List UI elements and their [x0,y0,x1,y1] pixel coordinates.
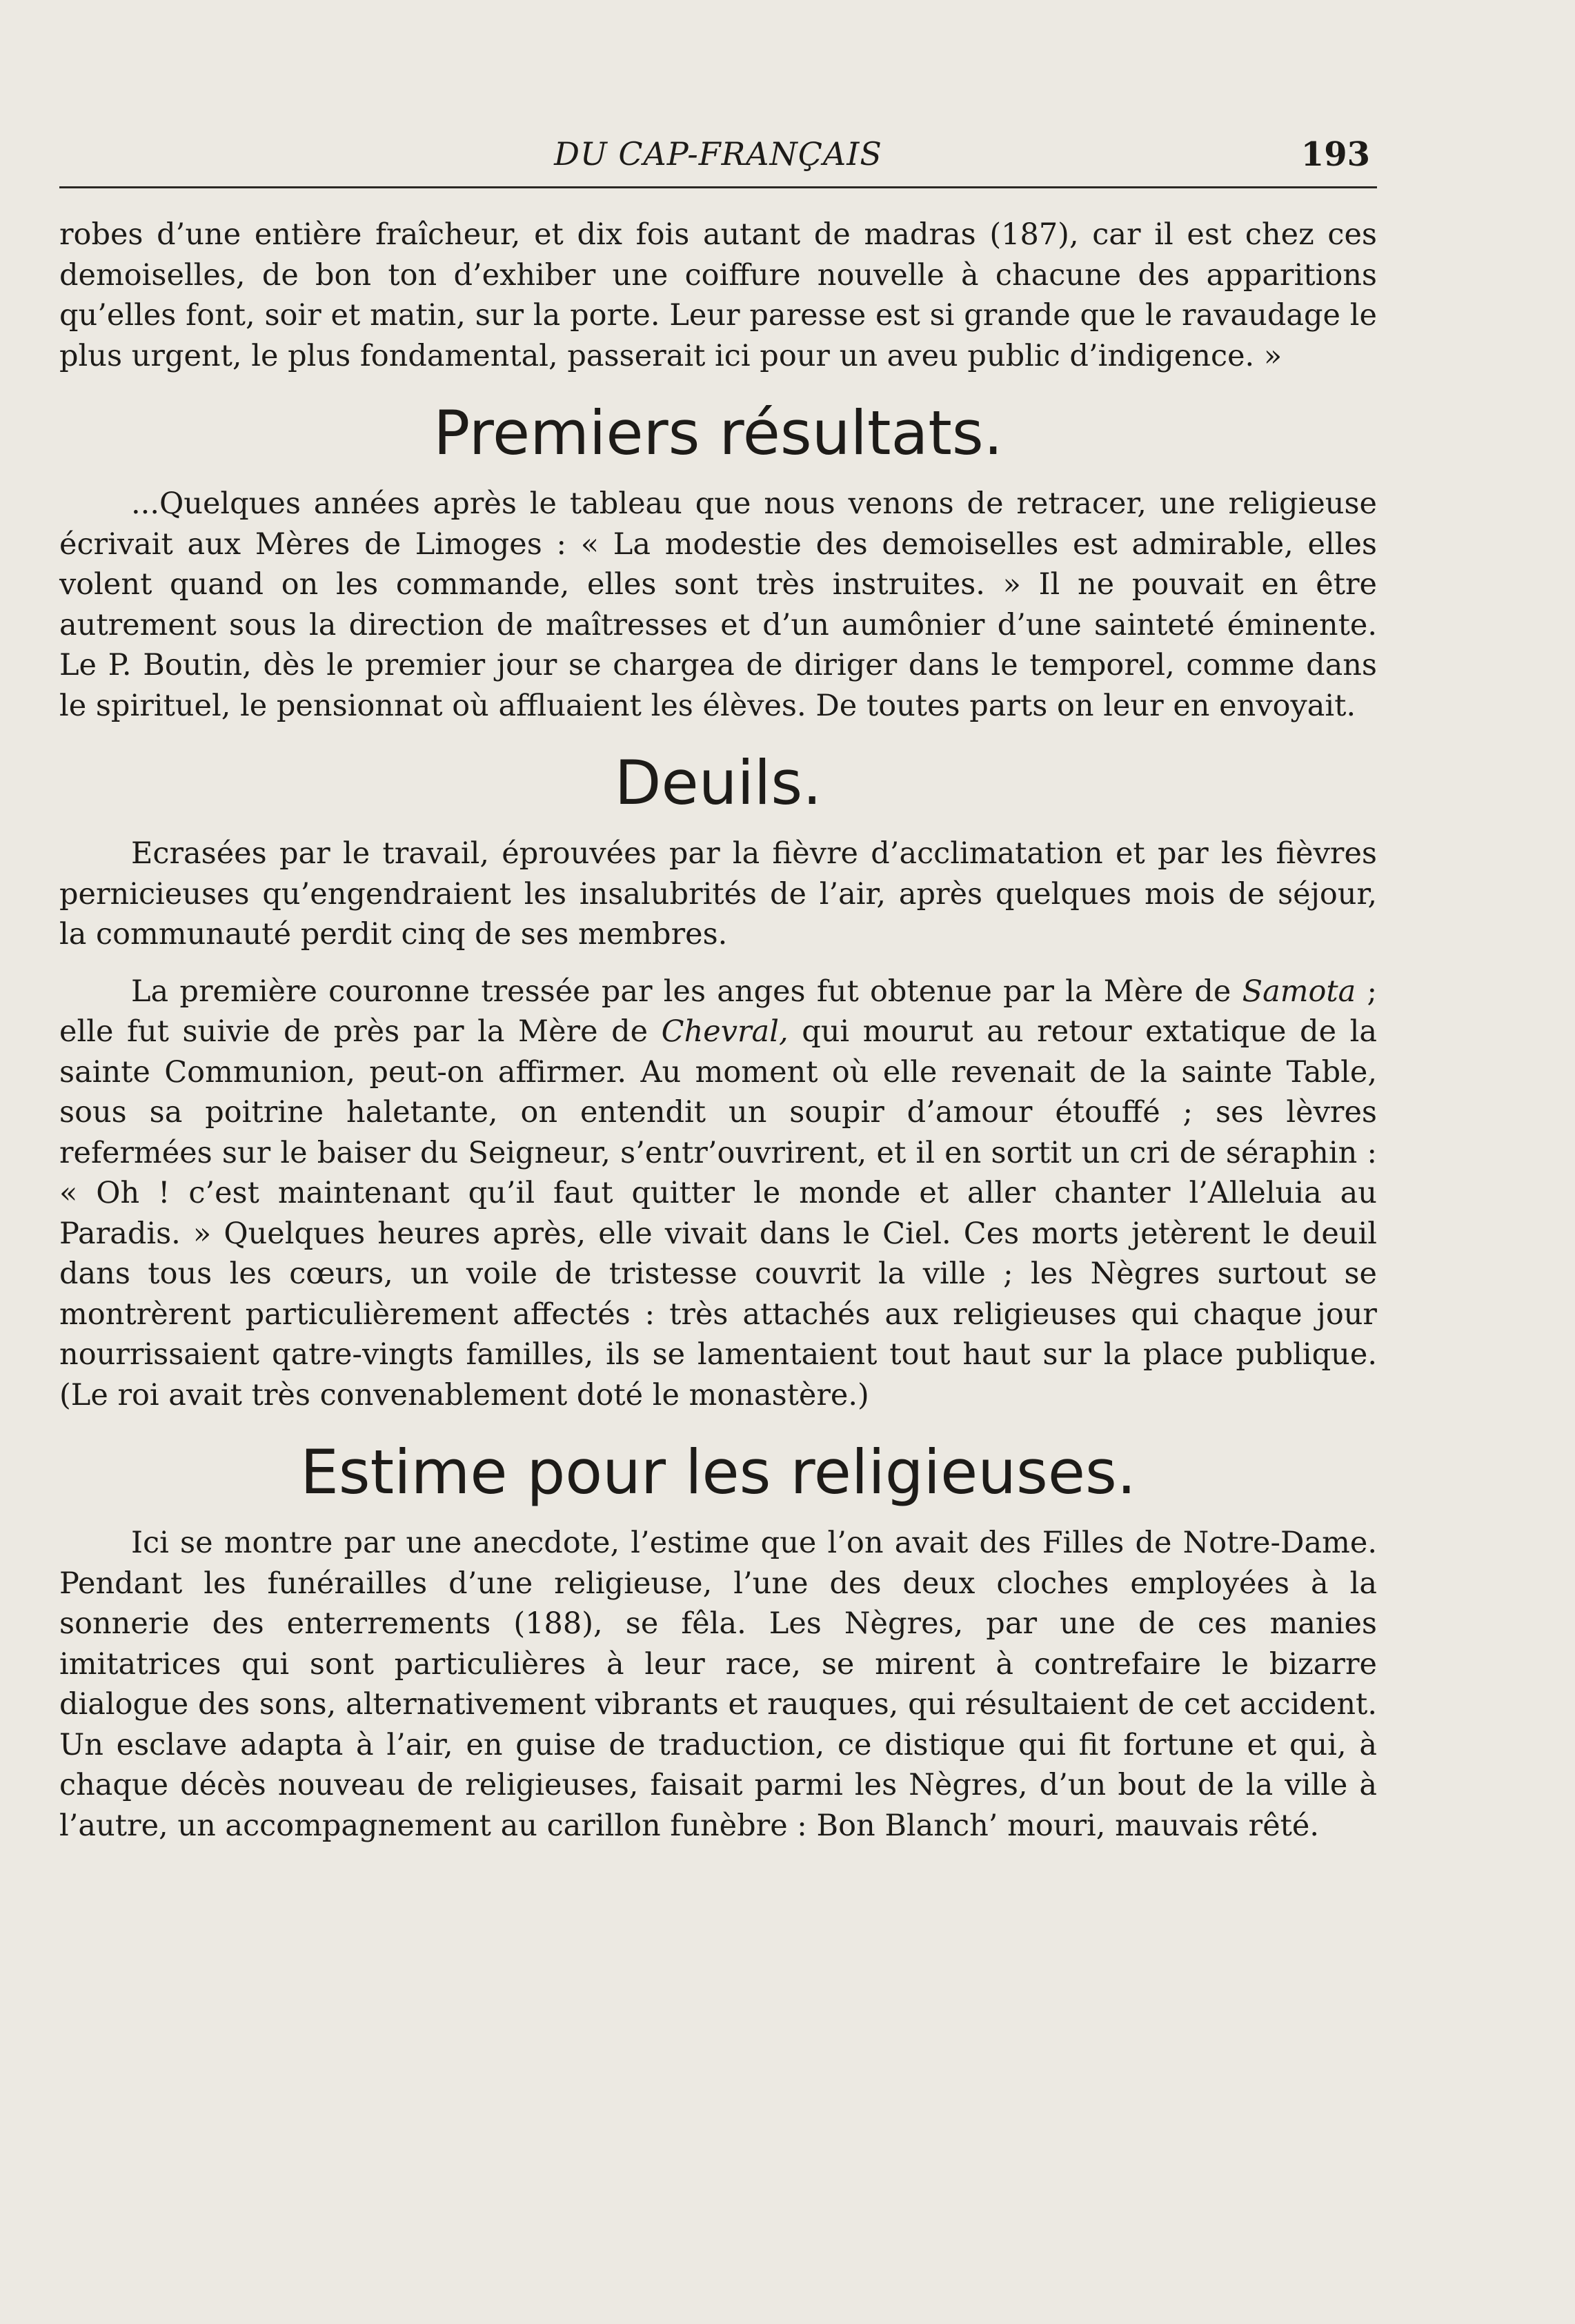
page-number: 193 [1300,135,1370,174]
paragraph-3: Ecrasées par le travail, éprouvées par la fièvre d’acclimatation et par les fièvres pernicieuses qu’engendraient les insalubrités de l’air, après quelques mois de séjour, la communauté perdit cinq de ses membres. [59,836,1377,952]
running-header [59,131,1377,188]
section-heading-estime: Estime pour les religieuses. [300,1437,1136,1508]
body-text [59,215,1377,1846]
paragraph-5: Ici se montre par une anecdote, l’estime que l’on avait des Filles de Notre-Dame. Pendant les funérailles d’une religieuse, l’une des deux cloches employées à la sonnerie des enterrements (188), se fêla. Les Nègres, par une de ces manies imitatrices qui sont particulières à leur race, se mirent à contrefaire le bizarre dialogue des sons, alternativement vibrants et rauques, qui résultaient de cet accident. Un esclave adapta à l’air, en guise de traduction, ce distique qui fit fortune et qui, à chaque décès nouveau de religieuses, faisait parmi les Nègres, d’un bout de la ville à l’autre, un accompagnement au carillon funèbre : Bon Blanch’ mouri, mauvais rêté. [59,1526,1377,1843]
paragraph-1: robes d’une entière fraîcheur, et dix fois autant de madras (187), car il est chez ces demoiselles, de bon ton d’exhiber une coiffure nouvelle à chacune des apparitions qu’elles font, soir et matin, sur la porte. Leur paresse est si grande que le ravaudage le plus urgent, le plus fondamental, passerait ici pour un aveu public d’indigence. » [59,217,1377,373]
name-chevral: Chevral, [661,1014,789,1049]
paragraph-4-text-a: La première couronne tressée par les anges fut obtenue par la Mère de [131,974,1242,1009]
section-heading-premiers-resultats: Premiers résultats. [433,397,1003,469]
running-title: DU CAP-FRANÇAIS [554,135,882,173]
paragraph-4-text-c: ; elle fut suivie de près par la Mère de [59,974,1378,1049]
paragraph-4 [59,972,1377,1416]
paragraph-2: ...Quelques années après le tableau que nous venons de retracer, une religieuse écrivait aux Mères de Limoges : « La modestie des demoiselles est admirable, elles volent quand on les commande, elles sont très instruites. » Il ne pouvait en être autrement sous la direction de maîtresses et d’un aumônier d’une sainteté éminente. Le P. Boutin, dès le premier jour se chargea de diriger dans le temporel, comme dans le spirituel, le pensionnat où affluaient les élèves. De toutes parts on leur en envoyait. [59,486,1377,723]
book-page [59,131,1377,1862]
paragraph-4-text-e: qui mourut au retour extatique de la sainte Communion, peut-on affirmer. Au moment où elle revenait de la sainte Table, sous sa poitrine haletante, on entendit un soupir d’amour étouffé ; ses lèvres refermées sur le baiser du Seigneur, s’entr’ouvrirent, et il en sortit un cri de séraphin : « Oh ! c’est maintenant qu’il faut quitter le monde et aller chanter l’Alleluia au Paradis. » Quelques heures après, elle vivait dans le Ciel. Ces morts jetèrent le deuil dans tous les cœurs, un voile de tristesse couvrit la ville ; les Nègres surtout se montrèrent particulièrement affectés : très attachés aux religieuses qui chaque jour nourrissaient qatre-vingts familles, ils se lamentaient tout haut sur la place publique. (Le roi avait très convenablement doté le monastère.) [59,1014,1377,1412]
name-samota: Samota [1242,974,1356,1009]
section-heading-deuils: Deuils. [614,747,822,818]
